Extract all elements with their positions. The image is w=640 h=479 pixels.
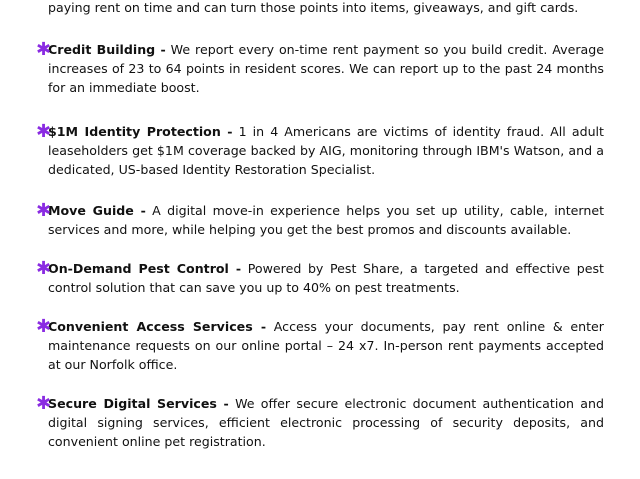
list-item-move-guide [36, 200, 605, 239]
partial-item-text: paying rent on time and can turn those points into items, giveaways, and gift cards. [48, 0, 579, 15]
item-body: We offer secure electronic document authentication and digital signing services, efficient electronic processing of security deposits, and convenient online pet registration. [48, 396, 604, 449]
item-title: $1M Identity Protection - [48, 124, 233, 139]
list-item-pest-control [36, 258, 604, 297]
item-body: 1 in 4 Americans are victims of identity fraud. All adult leaseholders get $1M coverage backed by AIG, monitoring through IBM's Watson, and a dedicated, US-based Identity Restoration Specialist. [48, 124, 604, 177]
list-item-access-services [36, 316, 604, 374]
item-body: Powered by Pest Share, a targeted and effective pest control solution that can save you up to 40% on pest treatments. [48, 261, 604, 295]
asterisk-bullet-icon: ✱ [36, 200, 52, 221]
item-body: Access your documents, pay rent online & enter maintenance requests on our online portal – 24 x7. In-person rent payments accepted at our Norfolk office. [48, 319, 604, 372]
item-body: We report every on-time rent payment so you build credit. Average increases of 23 to 64 points in resident scores. We can report up to the past 24 months for an immediate boost. [48, 42, 604, 95]
asterisk-bullet-icon: ✱ [36, 258, 52, 279]
item-title: On-Demand Pest Control - [48, 261, 242, 276]
item-title: Credit Building - [48, 42, 166, 57]
asterisk-bullet-icon: ✱ [36, 316, 52, 337]
partial-list-item [48, 0, 604, 17]
list-item-credit-building [36, 39, 604, 97]
item-title: Move Guide - [48, 203, 146, 218]
item-title: Secure Digital Services - [48, 396, 229, 411]
list-item-identity-protection [36, 121, 604, 179]
item-title: Convenient Access Services - [48, 319, 267, 334]
asterisk-bullet-icon: ✱ [36, 121, 52, 142]
asterisk-bullet-icon: ✱ [36, 393, 52, 414]
item-body: A digital move-in experience helps you set up utility, cable, internet services and more, while helping you get the best promos and discounts available. [48, 203, 605, 237]
list-item-digital-services [36, 393, 604, 451]
asterisk-bullet-icon: ✱ [36, 39, 52, 60]
